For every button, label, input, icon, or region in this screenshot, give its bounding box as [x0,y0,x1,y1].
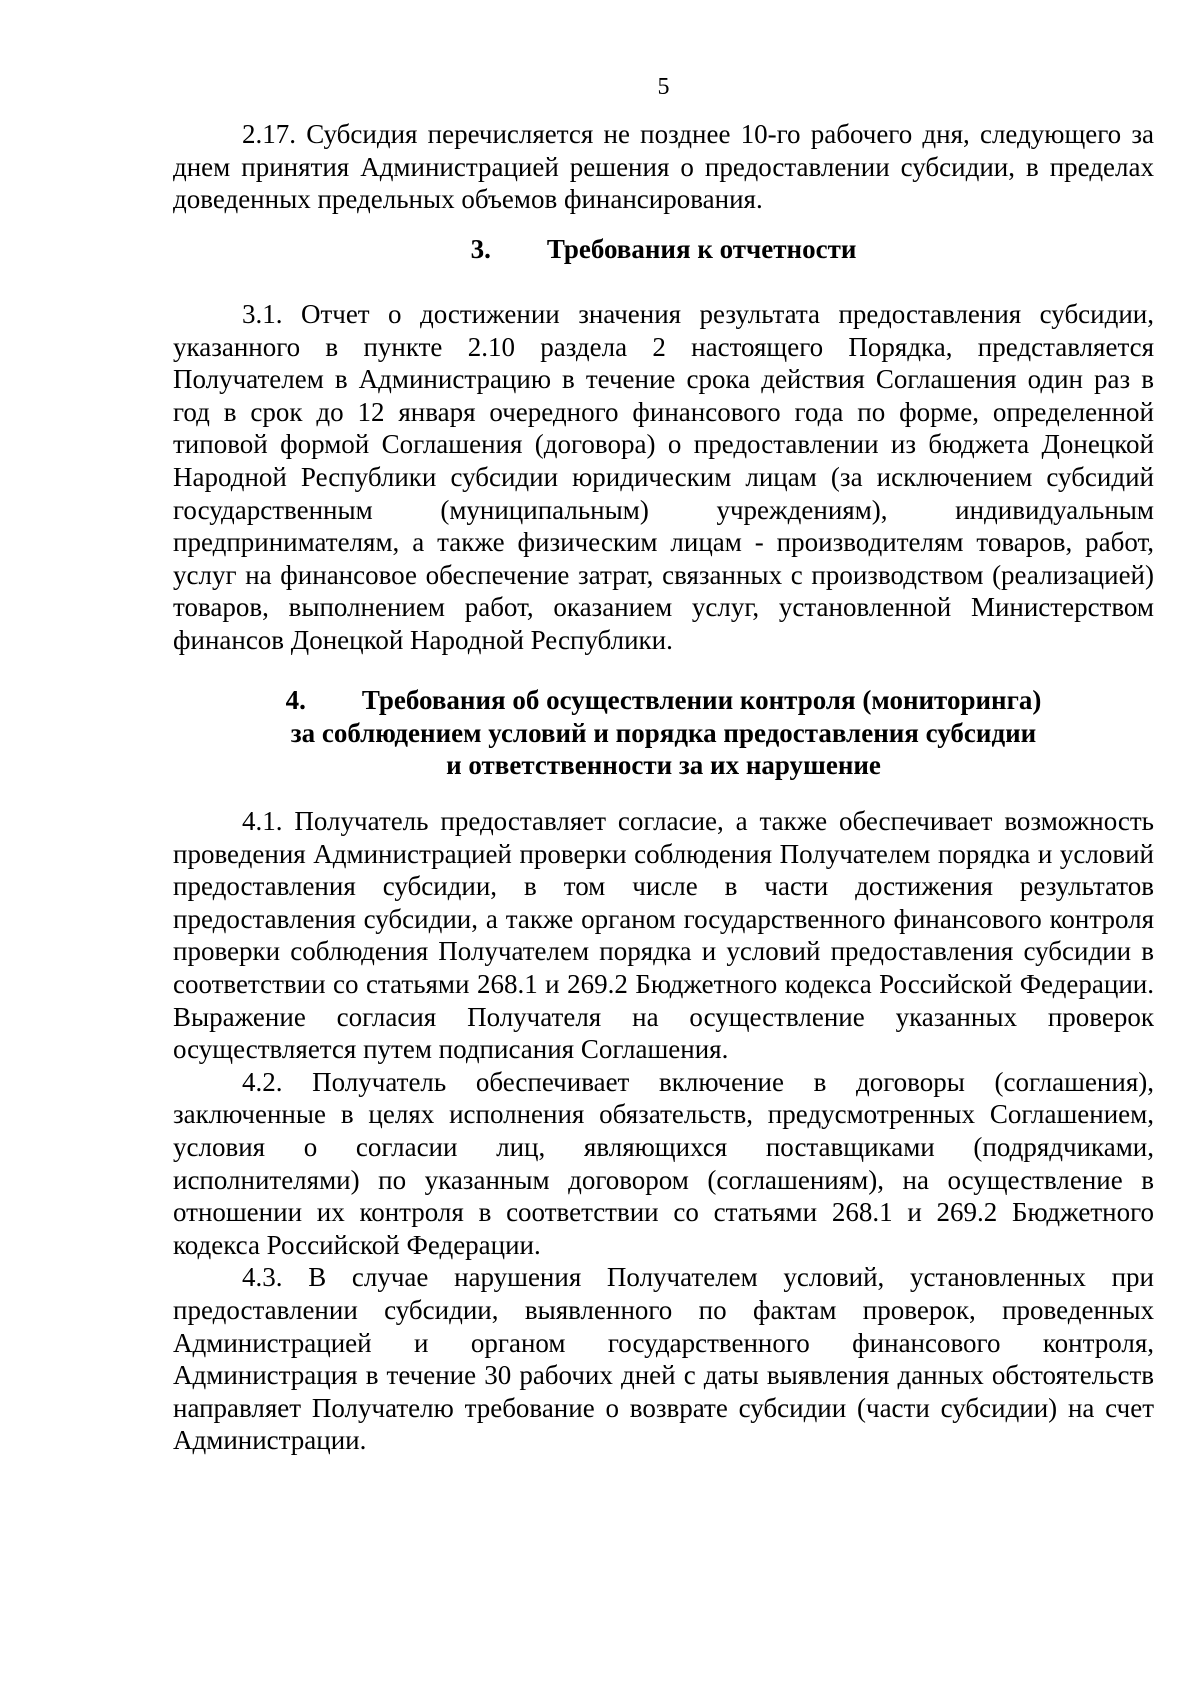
section-4-number: 4. [285,685,306,715]
section-4-title-line-3: и ответственности за их нарушение [446,750,881,781]
paragraph-4-3: 4.3. В случае нарушения Получателем условий, установленных при предоставлении субсидии, выявленного по фактам проверок, проведенных Администрацией и органом государственного финансового контроля, Администрация в течение 30 рабочих дней с даты выявления данных обстоятельств направляет Получателю требование о возврате субсидии (части субсидии) на счет Администрации. [173,1262,1154,1456]
page-number: 5 [657,74,670,100]
section-3-heading [173,233,1154,266]
section-4-title-line-2: за соблюдением условий и порядка предоставления субсидии [290,717,1037,748]
paragraph-3-1-block [173,298,1154,657]
section-4-heading-line-1 [173,684,1154,717]
section-3-title: Требования к отчетности [546,234,857,264]
paragraph-4-1: 4.1. Получатель предоставляет согласие, а также обеспечивает возможность проведения Администрацией проверки соблюдения Получателем порядка и условий предоставления субсидии, в том числе в части достижения результатов предоставления субсидии, а также органом государственного финансового контроля проверки соблюдения Получателем порядка и условий предоставления субсидии в соответствии со статьями 268.1 и 269.2 Бюджетного кодекса Российской Федерации. Выражение согласия Получателя на осуществление указанных проверок осуществляется путем подписания Соглашения. [173,806,1154,1065]
section-4-paragraphs-block [173,805,1154,1457]
paragraph-2-17: 2.17. Субсидия перечисляется не позднее 10-го рабочего дня, следующего за днем принятия Администрацией решения о предоставлении субсидии, в пределах доведенных предельных объемов финансирования. [173,119,1154,215]
paragraph-2-17-block [173,118,1154,216]
section-4-title-line-1: Требования об осуществлении контроля (мониторинга) [361,685,1042,715]
section-4-heading [173,684,1154,782]
section-3-heading-block [173,233,1154,266]
paragraph-3-1: 3.1. Отчет о достижении значения результата предоставления субсидии, указанного в пункте 2.10 раздела 2 настоящего Порядка, представляется Получателем в Администрацию в течение срока действия Соглашения один раз в год в срок до 12 января очередного финансового года по форме, определенной типовой формой Соглашения (договора) о предоставлении из бюджета Донецкой Народной Республики субсидии юридическим лицам (за исключением субсидий государственным (муниципальным) учреждениям), индивидуальным предпринимателям, а также физическим лицам - производителям товаров, работ, услуг на финансовое обеспечение затрат, связанных с производством (реализацией) товаров, выполнением работ, оказанием услуг, установленной Министерством финансов Донецкой Народной Республики. [173,299,1154,655]
section-4-heading-block [173,684,1154,782]
section-3-number: 3. [470,234,491,264]
paragraph-4-2: 4.2. Получатель обеспечивает включение в договоры (соглашения), заключенные в целях исполнения обязательств, предусмотренных Соглашением, условия о согласии лиц, являющихся поставщиками (подрядчиками, исполнителями) по указанным договором (соглашениям), на осуществление в отношении их контроля в соответствии со статьями 268.1 и 269.2 Бюджетного кодекса Российской Федерации. [173,1066,1154,1260]
